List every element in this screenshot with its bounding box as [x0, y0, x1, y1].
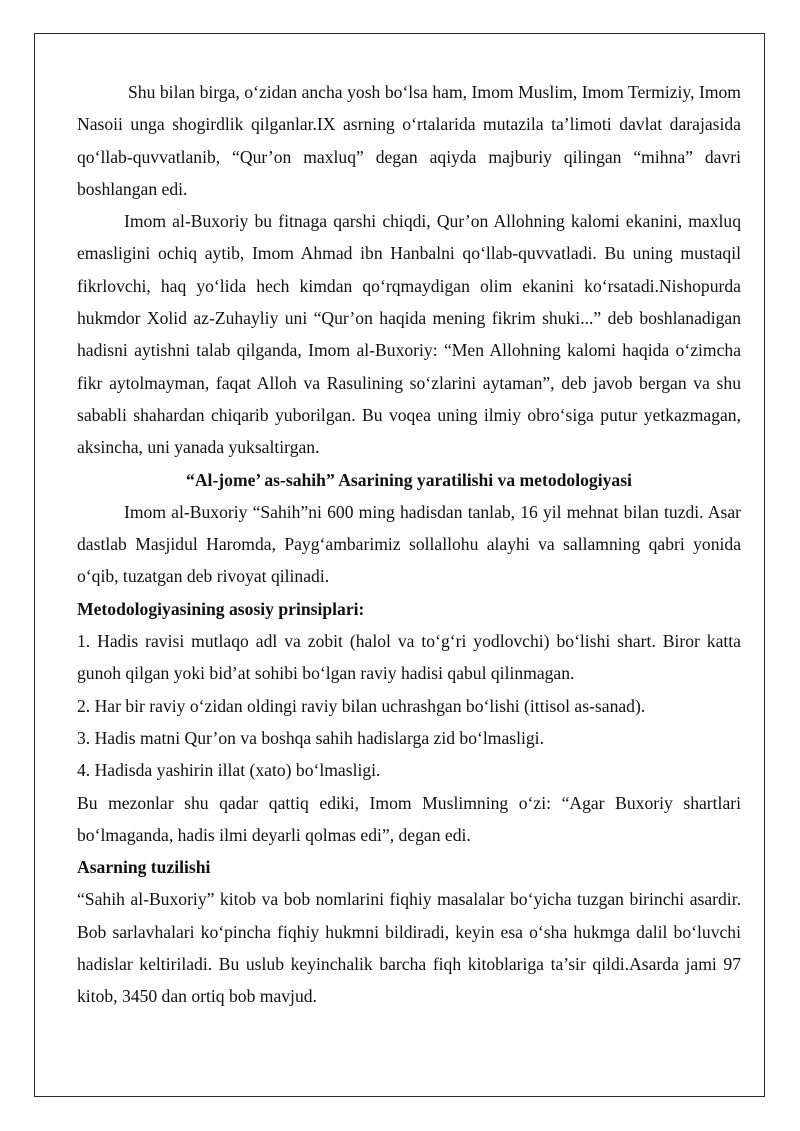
section-heading-creation: “Al-jome’ as-sahih” Asarining yaratilishi va metodologiyasi [186, 469, 632, 490]
principle-item-2: 2. Har bir raviy o‘zidan oldingi raviy bilan uchrashgan bo‘lishi (ittisol as-sanad). [77, 695, 646, 716]
section-heading-principles: Metodologiyasining asosiy prinsiplari: [77, 598, 365, 619]
paragraph-principles-conclusion: Bu mezonlar shu qadar qattiq ediki, Imom Muslimning o‘zi: “Agar Buxoriy shartlari bo‘lmaganda, hadis ilmi deyarli qolmas edi”, degan edi. [77, 792, 741, 845]
principle-item-4: 4. Hadisda yashirin illat (xato) bo‘lmasligi. [77, 760, 381, 781]
paragraph-intro: Shu bilan birga, o‘zidan ancha yosh bo‘lsa ham, Imom Muslim, Imom Termiziy, Imom Nasoii unga shogirdlik qilganlar.IX asrning o‘rtalarida mutazila ta’limoti davlat darajasida qo‘llab-quvvatlanib, “Qur’on maxluq” degan aqiyda majburiy qilingan “mihna” davri boshlangan edi. [77, 82, 741, 199]
document-body [77, 76, 741, 1013]
principle-item-3: 3. Hadis matni Qur’on va boshqa sahih hadislarga zid bo‘lmasligi. [77, 727, 544, 748]
principle-item-1: 1. Hadis ravisi mutlaqo adl va zobit (halol va to‘g‘ri yodlovchi) bo‘lishi shart. Biror katta gunoh qilgan yoki bid’at sohibi bo‘lgan raviy hadisi qabul qilinmagan. [77, 631, 741, 684]
paragraph-creation: Imom al-Buxoriy “Sahih”ni 600 ming hadisdan tanlab, 16 yil mehnat bilan tuzdi. Asar dastlab Masjidul Haromda, Payg‘ambarimiz sollallohu alayhi va sallamning qabri yonida o‘qib, tuzatgan deb rivoyat qilinadi. [77, 501, 741, 587]
section-heading-structure: Asarning tuzilishi [77, 857, 211, 878]
paragraph-buxoriy-stance: Imom al-Buxoriy bu fitnaga qarshi chiqdi, Qur’on Allohning kalomi ekanini, maxluq emasligini ochiq aytib, Imom Ahmad ibn Hanbalni qo‘llab-quvvatladi. Bu uning mustaqil fikrlovchi, haq yo‘lida hech kimdan qo‘rqmaydigan olim ekanini ko‘rsatadi.Nishopurda hukmdor Xolid az-Zuhayliy uni “Qur’on haqida mening fikrim shuki...” deb boshlanadigan hadisni aytishni talab qilganda, Imom al-Buxoriy: “Men Allohning kalomi haqida o‘zimcha fikr aytolmayman, faqat Alloh va Rasulining so‘zlarini aytaman”, deb javob bergan va shu sababli shahardan chiqarib yuborilgan. Bu voqea uning ilmiy obro‘siga putur yetkazmagan, aksincha, uni yanada yuksaltirgan. [77, 211, 741, 458]
paragraph-structure: “Sahih al-Buxoriy” kitob va bob nomlarini fiqhiy masalalar bo‘yicha tuzgan birinchi asardir. Bob sarlavhalari ko‘pincha fiqhiy hukmni bildiradi, keyin esa o‘sha hukmga dalil bo‘luvchi hadislar keltiriladi. Bu uslub keyinchalik barcha fiqh kitoblariga ta’sir qildi.Asarda jami 97 kitob, 3450 dan ortiq bob mavjud. [77, 889, 741, 1007]
